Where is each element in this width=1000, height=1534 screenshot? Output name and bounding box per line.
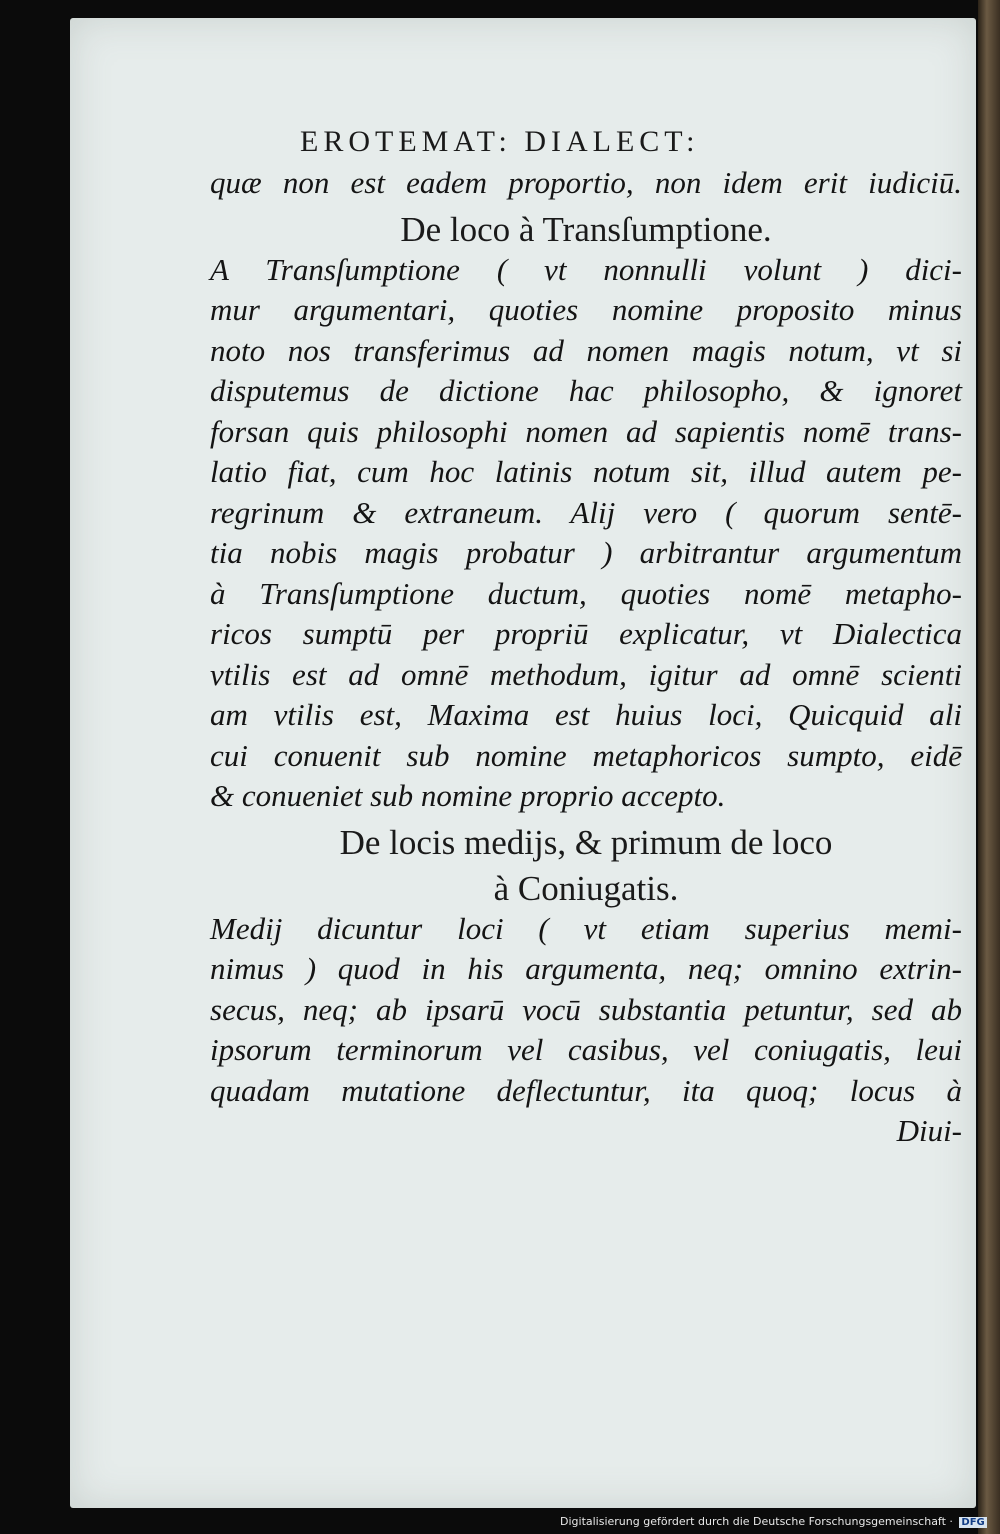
text-line: secus, neq; ab ipsarū vocū substantia petuntur, sed ab — [210, 991, 962, 1027]
text-line: latio fiat, cum hoc latinis notum sit, illud autem pe- — [210, 454, 962, 489]
running-head: EROTEMAT: DIALECT: — [300, 125, 700, 158]
text-line: mur argumentari, quoties nomine proposito minus — [210, 292, 962, 327]
text-line: quadam mutatione deflectuntur, ita quoq; locus à — [210, 1072, 962, 1108]
text-line: tia nobis magis probatur ) arbitrantur argumentum — [210, 535, 962, 570]
text-line: ipsorum terminorum vel casibus, vel coniugatis, leui — [210, 1032, 962, 1067]
section-heading: De locis medijs, & primum de loco — [339, 822, 833, 862]
text-line: cui conuenit sub nomine metaphoricos sumpto, eidē — [210, 737, 962, 773]
text-line: à Transſumptione ductum, quoties nomē metapho- — [210, 575, 962, 611]
text-line: forsan quis philosophi nomen ad sapientis nomē trans- — [210, 413, 962, 449]
text-line: disputemus de dictione hac philosopho, & ignoret — [210, 373, 962, 408]
text-line: noto nos transferimus ad nomen magis notum, vt si — [210, 332, 962, 368]
book-edge — [978, 0, 1000, 1534]
catchword: Diui- — [896, 1113, 962, 1148]
section-heading: De loco à Transſumptione. — [400, 209, 772, 249]
text-line: A Transſumptione ( vt nonnulli volunt ) dici- — [210, 251, 962, 287]
text-line: Medij dicuntur loci ( vt etiam superius memi- — [210, 910, 962, 946]
dfg-logo-icon: DFG — [961, 1516, 985, 1528]
text-line: am vtilis est, Maxima est huius loci, Quicquid ali — [210, 697, 962, 732]
credit-text: Digitalisierung gefördert durch die Deutsche Forschungsgemeinschaft · — [560, 1515, 953, 1528]
text-line: quæ non est eadem proportio, non idem erit iudiciū. — [210, 165, 962, 200]
section-heading: à Coniugatis. — [493, 868, 679, 908]
text-line: vtilis est ad omnē methodum, igitur ad omnē scienti — [210, 656, 962, 692]
text-line: & conueniet sub nomine proprio accepto. — [210, 778, 726, 813]
text-line: ricos sumptū per propriū explicatur, vt Dialectica — [210, 616, 962, 651]
text-line: nimus ) quod in his argumenta, neq; omnino extrin- — [210, 951, 962, 986]
text-line: regrinum & extraneum. Alij vero ( quorum sentē- — [210, 494, 962, 530]
digitization-credit — [560, 1515, 996, 1528]
